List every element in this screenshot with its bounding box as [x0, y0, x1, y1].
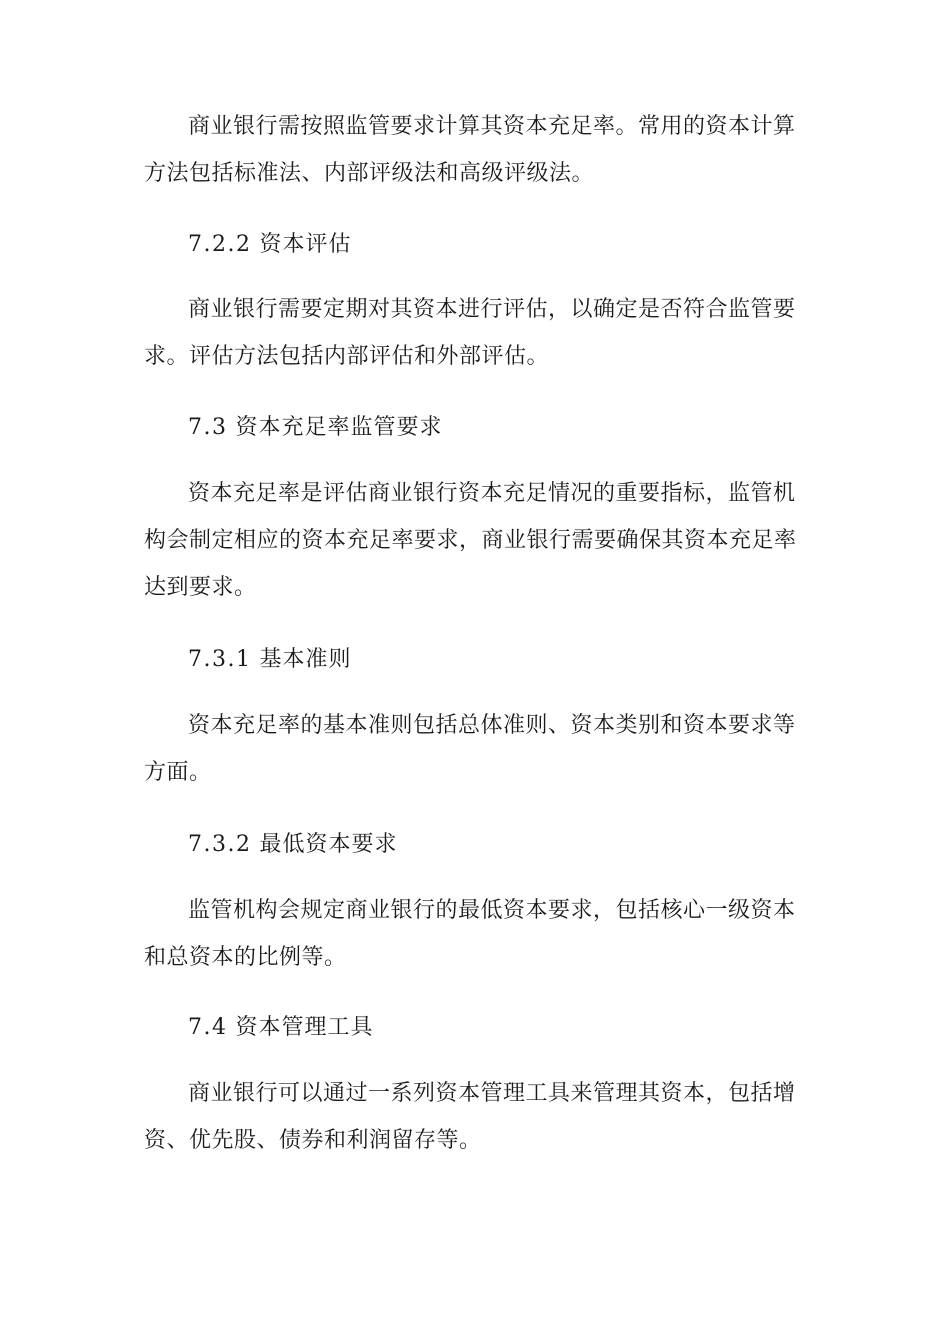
section-title: 资本评估 [259, 232, 352, 257]
section-heading-7-4 [188, 1004, 848, 1051]
paragraph-basic-principles: 资本充足率的基本准则包括总体准则、资本类别和资本要求等方面。 [144, 713, 796, 785]
section-number: 7.4 [188, 1015, 228, 1040]
section-heading-7-3-2 [188, 821, 848, 868]
section-title: 基本准则 [259, 647, 352, 672]
section-title: 资本管理工具 [235, 1015, 374, 1040]
paragraph-capital-adequacy-requirements: 资本充足率是评估商业银行资本充足情况的重要指标，监管机构会制定相应的资本充足率要求，商业银行需要确保其资本充足率达到要求。 [144, 481, 797, 600]
section-title: 最低资本要求 [259, 832, 398, 857]
section-heading-7-3-1 [188, 636, 848, 683]
paragraph-capital-management-tools: 商业银行可以通过一系列资本管理工具来管理其资本，包括增资、优先股、债券和利润留存等。 [144, 1081, 796, 1153]
paragraph-minimum-capital: 监管机构会规定商业银行的最低资本要求，包括核心一级资本和总资本的比例等。 [144, 898, 796, 970]
section-heading-7-2-2 [188, 221, 848, 268]
section-number: 7.3 [188, 415, 228, 440]
paragraph-capital-calculation: 商业银行需按照监管要求计算其资本充足率。常用的资本计算方法包括标准法、内部评级法和高级评级法。 [144, 114, 796, 186]
section-number: 7.2.2 [188, 232, 252, 257]
paragraph-capital-assessment: 商业银行需要定期对其资本进行评估，以确定是否符合监管要求。评估方法包括内部评估和外部评估。 [144, 297, 796, 369]
section-number: 7.3.2 [188, 832, 252, 857]
section-number: 7.3.1 [188, 647, 252, 672]
section-heading-7-3 [188, 404, 848, 451]
section-title: 资本充足率监管要求 [235, 415, 443, 440]
